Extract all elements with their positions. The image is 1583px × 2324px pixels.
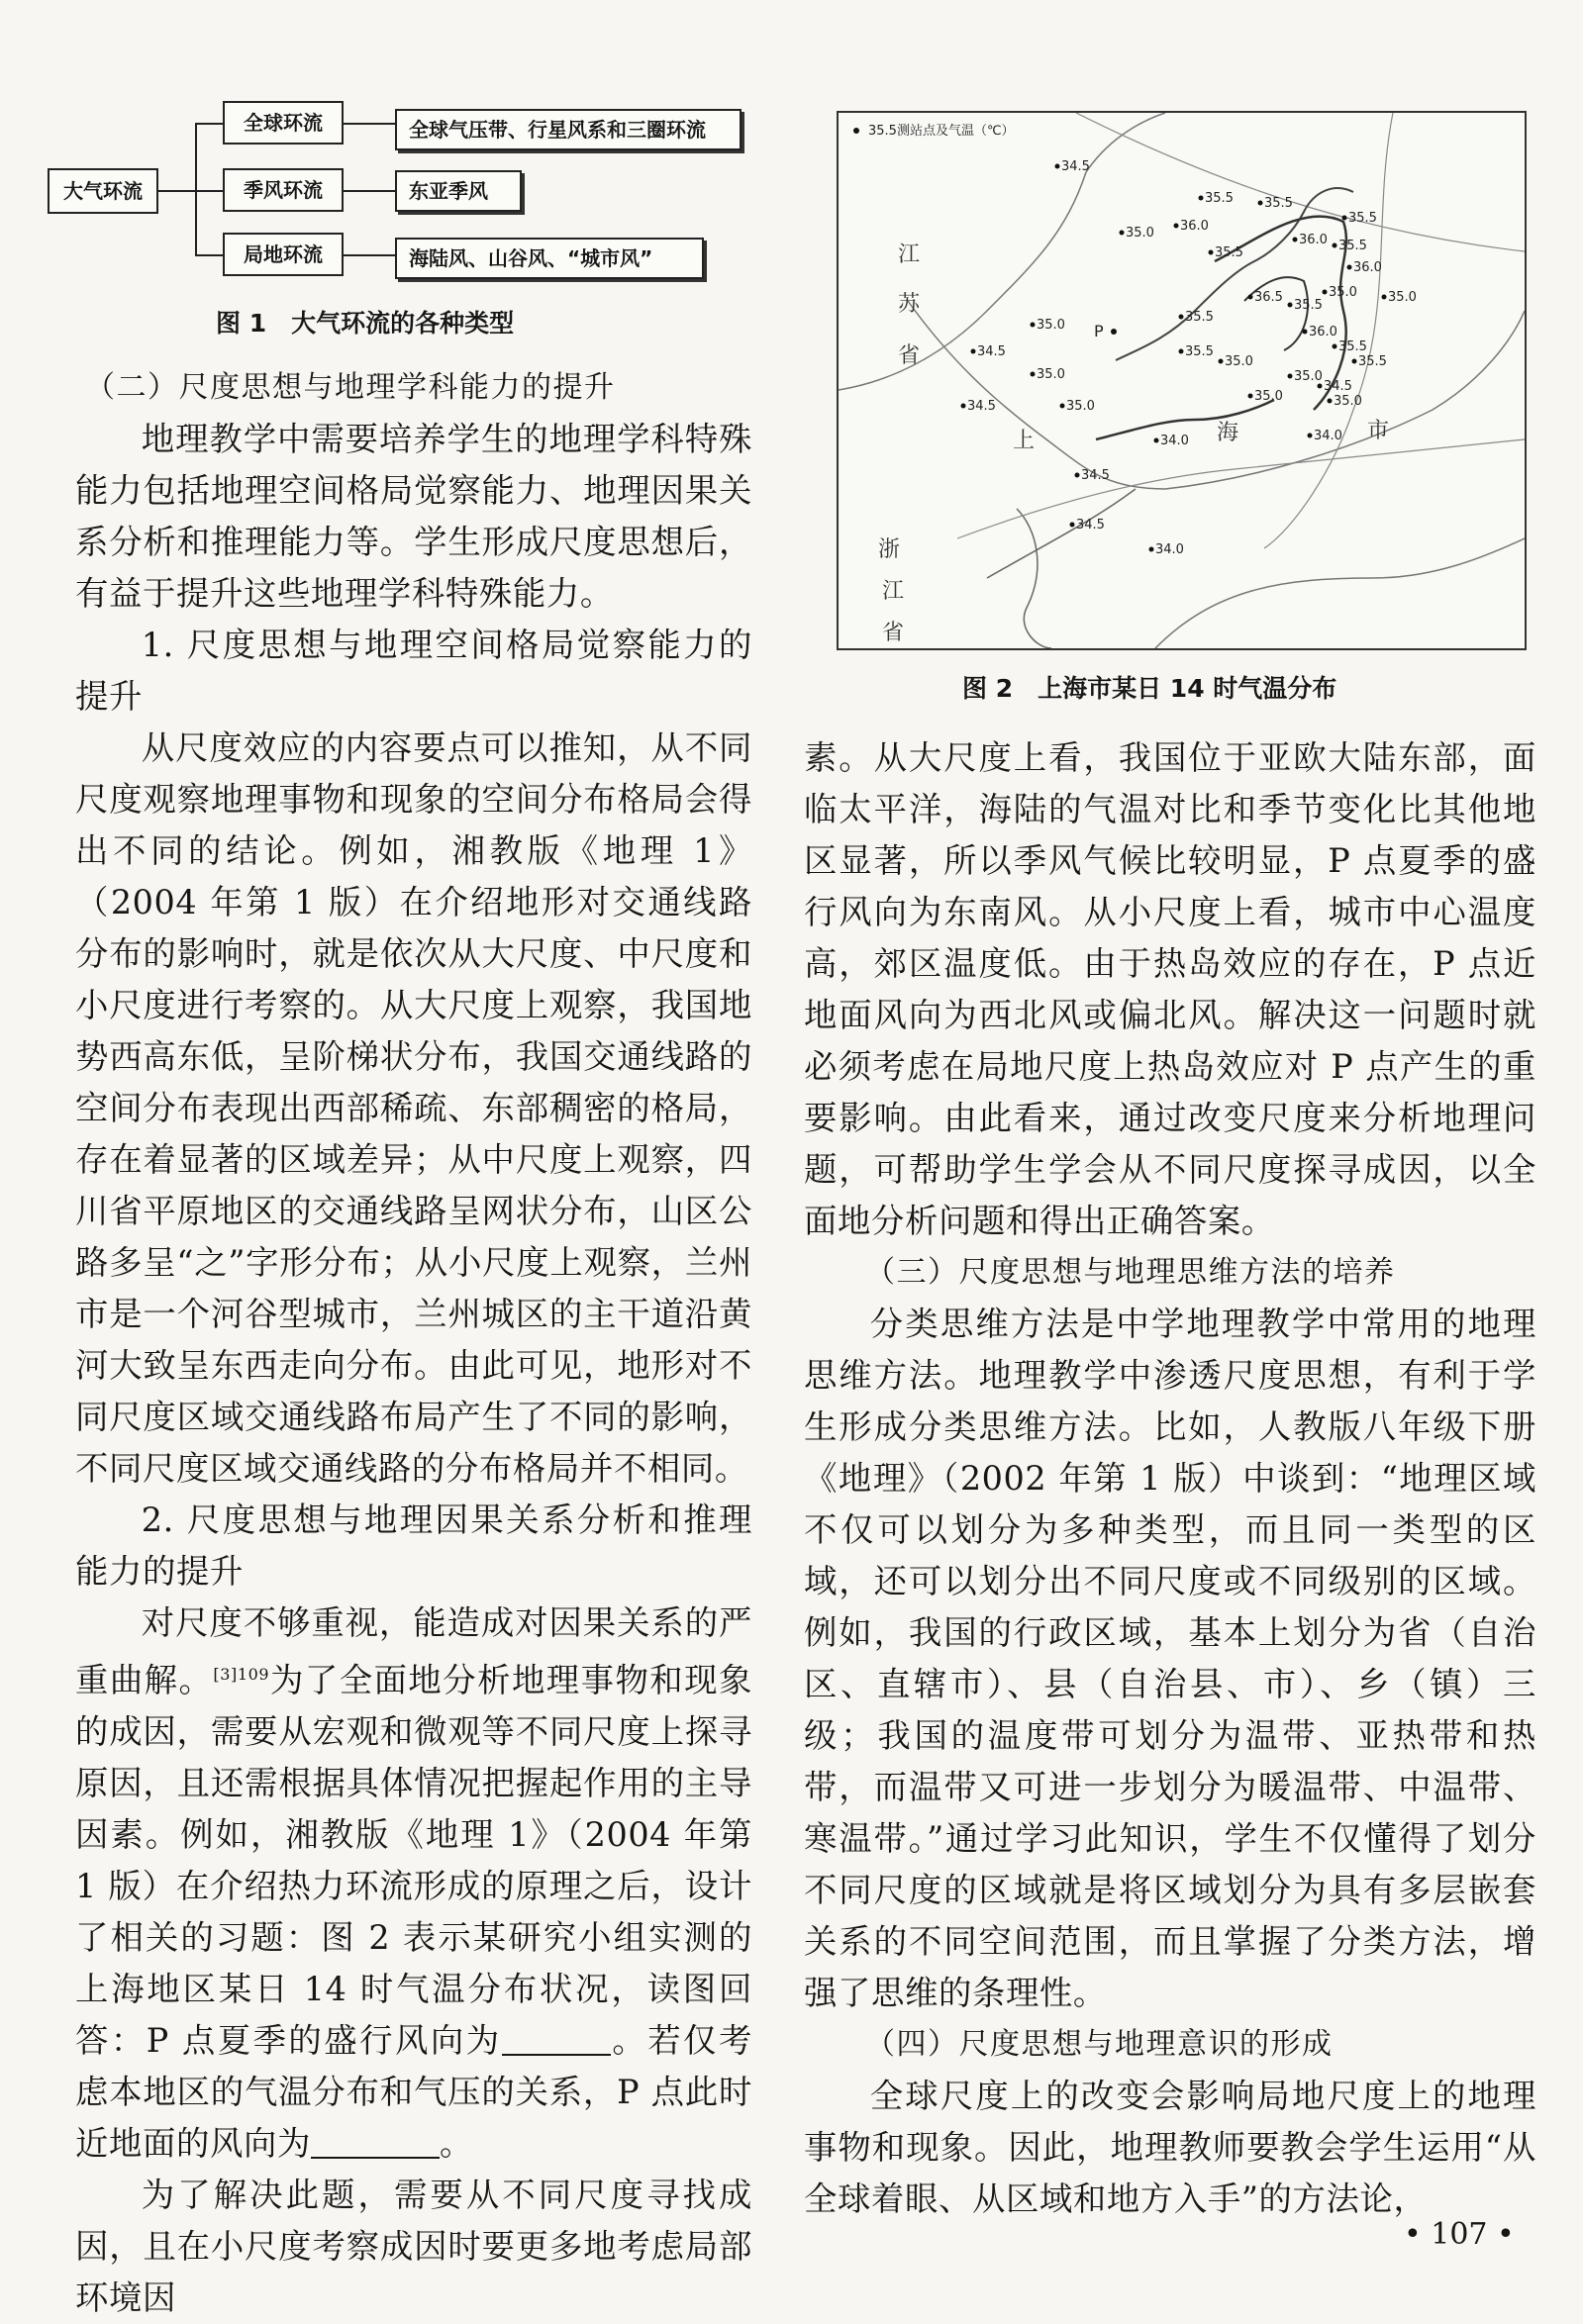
- fig1-example-box: [395, 238, 704, 279]
- station-dot: [1248, 394, 1253, 399]
- station-dot: [1060, 404, 1065, 409]
- figure-2-map: [837, 111, 1527, 650]
- city-char: 市: [1367, 419, 1390, 443]
- station-dot: [1075, 473, 1080, 478]
- fig1-type-box: [223, 101, 344, 145]
- city-char: 海: [1217, 421, 1239, 445]
- station-dot: [1055, 164, 1060, 169]
- station-temp-label: 36.0: [1353, 260, 1382, 275]
- page-number: • 107 •: [1404, 2217, 1515, 2252]
- fig1-example-box: [395, 109, 742, 150]
- fig1-example-label: 海陆风、山谷风、“城市风”: [409, 246, 653, 270]
- station-dot: [1288, 374, 1293, 379]
- station-temp-label: 35.5: [1294, 298, 1323, 313]
- fig1-connector: [344, 254, 395, 256]
- station-temp-label: 34.5: [1081, 468, 1110, 483]
- fig1-example-label: 全球气压带、行星风系和三圈环流: [409, 118, 706, 142]
- city-char: 上: [1013, 429, 1036, 453]
- station-dot: [1382, 295, 1387, 300]
- station-layer: [961, 159, 1417, 557]
- paragraph: 分类思维方法是中学地理教学中常用的地理思维方法。地理教学中渗透尺度思想，有利于学生形成分类思维方法。比如，人教版八年级下册《地理》（2002 年第 1 版）中谈到：“地理区域不仅可以划分为多种类型，而且同一类型的区域，还可以划分出不同尺度或不同级别的区域。例如，我国的行政区域，基本上划分为省（自治区、直辖市）、县（自治县、市）、乡（镇）三级；我国的温度带可划分为温带、亚热带和热带，而温带又可进一步划分为暖温带、中温带、寒温带。”通过学习此知识，学生不仅懂得了划分不同尺度的区域就是将区域划分为具有多层嵌套关系的不同空间范围，而且掌握了分类方法，增强了思维的条理性。: [804, 1305, 1536, 2012]
- paragraph: 素。从大尺度上看，我国位于亚欧大陆东部，面临太平洋，海陆的气温对比和季节变化比其他地区显著，所以季风气候比较明显，P 点夏季的盛行风向为东南风。从小尺度上看，城市中心温度高，郊区温度低。由于热岛效应的存在，P 点近地面风向为西北风或偏北风。解决这一问题时就必须考虑在局地尺度上热岛效应对 P 点产生的重要影响。由此看来，通过改变尺度来分析地理问题，可帮助学生学会从不同尺度探寻成因，以全面地分析问题和得出正确答案。: [804, 738, 1536, 1240]
- station-dot: [1199, 196, 1204, 201]
- station-temp-label: 36.0: [1309, 325, 1337, 339]
- station-dot: [1031, 372, 1036, 377]
- station-dot: [1303, 330, 1308, 335]
- station-dot: [1328, 399, 1333, 404]
- paragraph: 全球尺度上的改变会影响局地尺度上的地理事物和现象。因此，地理教师要教会学生运用“从全球着眼、从区域和地方入手”的方法论，: [804, 2077, 1536, 2218]
- station-dot: [1323, 290, 1328, 295]
- station-dot: [1308, 434, 1313, 438]
- fig1-example-box: [395, 170, 522, 212]
- station-dot: [1149, 547, 1154, 552]
- answer-blank: [502, 2024, 611, 2056]
- station-temp-label: 35.5: [1358, 354, 1387, 369]
- station-temp-label: 36.0: [1180, 219, 1209, 234]
- citation-ref: [3]109: [213, 1665, 270, 1684]
- station-temp-label: 35.0: [1329, 285, 1357, 300]
- station-dot: [1219, 359, 1224, 364]
- station-temp-label: 35.0: [1225, 354, 1253, 369]
- station-temp-label: 35.0: [1066, 399, 1095, 414]
- station-temp-label: 35.5: [1185, 310, 1214, 325]
- subsection-heading: 1. 尺度思想与地理空间格局觉察能力的提升: [75, 626, 752, 716]
- province-char: 苏: [898, 292, 921, 317]
- left-column: [75, 362, 752, 2324]
- province-char: 江: [882, 579, 905, 604]
- station-dot: [1174, 224, 1179, 229]
- paragraph: 为了解决此题，需要从不同尺度寻找成因，且在小尺度考察成因时要更多地考虑局部环境因: [75, 2176, 752, 2318]
- fig1-type-box: [223, 233, 344, 276]
- fig1-connector: [195, 254, 223, 256]
- paragraph: [75, 1598, 752, 2170]
- station-temp-label: 34.0: [1314, 429, 1342, 443]
- station-temp-label: 34.0: [1160, 434, 1189, 448]
- fig1-connector: [195, 123, 223, 125]
- station-dot: [1293, 238, 1298, 242]
- station-temp-label: 34.5: [977, 344, 1006, 359]
- right-column: [804, 732, 1536, 2225]
- station-temp-label: 35.5: [1338, 239, 1367, 253]
- fig1-connector: [158, 190, 196, 192]
- station-temp-label: 36.5: [1254, 290, 1283, 305]
- station-temp-label: 35.0: [1294, 369, 1323, 384]
- station-dot: [1258, 201, 1263, 206]
- station-temp-label: 34.5: [1324, 379, 1352, 394]
- map-legend: 35.5测站点及气温（℃）: [868, 124, 1015, 139]
- station-dot: [1333, 344, 1337, 349]
- province-char: 浙: [878, 537, 901, 562]
- station-temp-label: 35.5: [1264, 196, 1293, 211]
- fig1-type-box: [223, 168, 344, 212]
- paragraph: 从尺度效应的内容要点可以推知，从不同尺度观察地理事物和现象的空间分布格局会得出不同的结论。例如，湘教版《地理 1》（2004 年第 1 版）在介绍地形对交通线路分布的影响时，就是依次从大尺度、中尺度和小尺度进行考察的。从大尺度上观察，我国地势西高东低，呈阶梯状分布，我国交通线路的空间分布表现出西部稀疏、东部稠密的格局，存在着显著的区域差异；从中尺度上观察，四川省平原地区的交通线路呈网状分布，山区公路多呈“之”字形分布；从小尺度上观察，兰州市是一个河谷型城市，兰州城区的主干道沿黄河大致呈东西走向分布。由此可见，地形对不同尺度区域交通线路布局产生了不同的影响，不同尺度区域交通线路的分布格局并不相同。: [75, 728, 752, 1488]
- station-dot: [1248, 295, 1253, 300]
- station-temp-label: 35.0: [1334, 394, 1362, 409]
- paragraph-text: 对尺度不够重视，能造成对因果关系的严重曲解。: [75, 1603, 752, 1700]
- station-dot: [1179, 315, 1184, 320]
- station-temp-label: 35.0: [1254, 389, 1283, 404]
- paragraph-text: 。若仅考虑本地区的气温分布和气压的关系，P 点此时近地面的风向为: [75, 2021, 752, 2164]
- station-dot: [1031, 323, 1036, 328]
- fig1-connector: [344, 123, 395, 125]
- station-temp-label: 34.0: [1155, 542, 1184, 557]
- paragraph-text: 为了全面地分析地理事物和现象的成因，需要从宏观和微观等不同尺度上探寻原因，且还需根据具体情况把握起作用的主导因素。例如，湘教版《地理 1》（2004 年第 1 版）在介绍热力环流形成的原理之后，设计了相关的习题：图 2 表示某研究小组实测的上海地区某日 14 时气温分布状况，读图回答：P 点夏季的盛行风向为: [75, 1661, 752, 2061]
- station-dot: [1209, 250, 1214, 255]
- section-heading: （二）尺度思想与地理学科能力的提升: [85, 370, 616, 405]
- station-dot: [971, 349, 976, 354]
- station-dot: [1179, 349, 1184, 354]
- temperature-map: [839, 113, 1525, 648]
- station-dot: [1288, 303, 1293, 308]
- station-temp-label: 34.5: [967, 399, 996, 414]
- station-temp-label: 34.5: [1061, 159, 1090, 174]
- point-p-label: P: [1094, 322, 1104, 340]
- paragraph-text: 。: [439, 2124, 473, 2164]
- station-temp-label: 36.0: [1299, 233, 1328, 247]
- station-dot: [1120, 231, 1125, 236]
- paragraph: 地理教学中需要培养学生的地理学科特殊能力包括地理空间格局觉察能力、地理因果关系分析和推理能力等。学生形成尺度思想后，有益于提升这些地理学科特殊能力。: [75, 420, 752, 613]
- fig1-caption: 图 1 大气环流的各种类型: [216, 309, 515, 338]
- section-heading: （三）尺度思想与地理思维方法的培养: [865, 1255, 1396, 1290]
- station-temp-label: 35.5: [1338, 339, 1367, 354]
- province-char: 省: [882, 621, 905, 645]
- station-dot: [961, 404, 966, 409]
- fig1-type-label: 季风环流: [244, 178, 323, 202]
- station-temp-label: 35.5: [1348, 211, 1377, 226]
- station-temp-label: 35.0: [1037, 318, 1065, 333]
- fig1-root-box: [48, 168, 158, 214]
- fig1-example-label: 东亚季风: [409, 179, 488, 203]
- station-temp-label: 34.5: [1076, 518, 1105, 533]
- province-char: 省: [898, 343, 921, 368]
- station-temp-label: 35.5: [1205, 191, 1234, 206]
- fig1-connector: [344, 190, 395, 192]
- fig1-root-label: 大气环流: [63, 179, 143, 203]
- fig1-connector: [195, 123, 197, 255]
- station-dot: [1347, 265, 1352, 270]
- fig1-type-label: 全球环流: [244, 111, 323, 135]
- station-temp-label: 35.5: [1215, 245, 1243, 260]
- station-dot: [1154, 438, 1159, 443]
- station-temp-label: 35.0: [1037, 367, 1065, 382]
- station-dot: [1342, 216, 1347, 221]
- station-dot: [1318, 384, 1323, 389]
- station-temp-label: 35.5: [1185, 344, 1214, 359]
- section-heading: （四）尺度思想与地理意识的形成: [865, 2027, 1334, 2062]
- province-char: 江: [898, 242, 921, 267]
- fig2-caption: 图 2 上海市某日 14 时气温分布: [962, 674, 1337, 703]
- fig1-connector: [195, 190, 223, 192]
- station-temp-label: 35.0: [1388, 290, 1417, 305]
- station-temp-label: 35.0: [1126, 226, 1154, 241]
- fig1-type-label: 局地环流: [244, 242, 323, 266]
- station-dot: [1333, 243, 1337, 248]
- station-dot: [1352, 359, 1357, 364]
- subsection-heading: 2. 尺度思想与地理因果关系分析和推理能力的提升: [75, 1501, 752, 1591]
- station-dot: [1070, 523, 1075, 528]
- answer-blank: [311, 2127, 440, 2159]
